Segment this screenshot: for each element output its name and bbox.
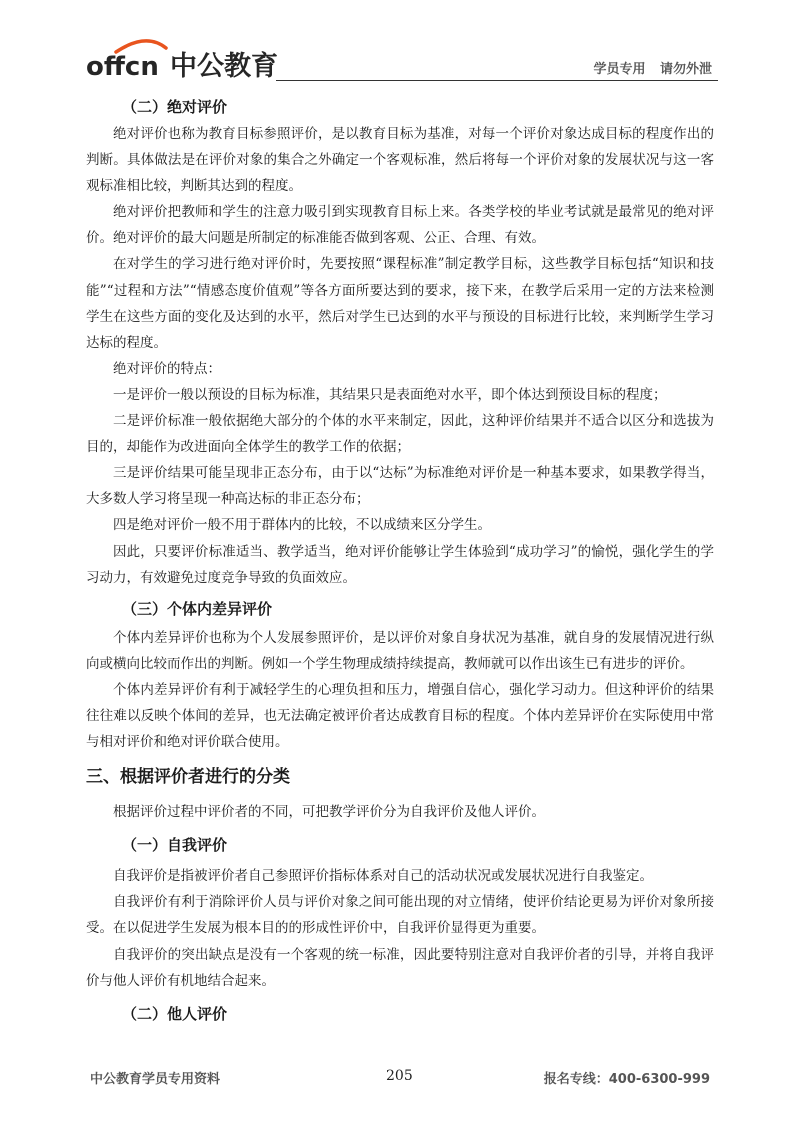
section-heading-individual: （三）个体内差异评价 bbox=[122, 599, 273, 618]
paragraph: 根据评价过程中评价者的不同，可把教学评价分为自我评价及他人评价。 bbox=[113, 804, 545, 821]
paragraph: 绝对评价的特点： bbox=[113, 360, 221, 377]
offcn-logo-mark bbox=[86, 38, 170, 82]
section-heading-self: （一）自我评价 bbox=[122, 836, 228, 855]
paragraph: 三是评价结果可能呈现非正态分布，由于以“达标”为标准绝对评价是一种基本要求，如果教学得当，大多数人学习将呈现一种高达标的非正态分布； bbox=[86, 465, 714, 508]
offcn-logo bbox=[86, 38, 276, 82]
paragraph: 四是绝对评价一般不用于群体内的比较，不以成绩来区分学生。 bbox=[113, 517, 491, 534]
page-body bbox=[86, 93, 714, 1032]
paragraph: 个体内差异评价有利于减轻学生的心理负担和压力，增强自信心，强化学习动力。但这种评价的结果往往难以反映个体间的差异，也无法确定被评价者达成教育目标的程度。个体内差异评价在实际使用中常与相对评价和绝对评价联合使用。 bbox=[86, 681, 714, 751]
section-heading-others: （二）他人评价 bbox=[122, 1004, 228, 1023]
paragraph: 个体内差异评价也称为个人发展参照评价，是以评价对象自身状况为基准，就自身的发展情况进行纵向或横向比较而作出的判断。例如一个学生物理成绩持续提高，教师就可以作出该生已有进步的评价。 bbox=[86, 629, 714, 672]
page-footer bbox=[0, 1064, 800, 1094]
page-header bbox=[0, 0, 800, 90]
paragraph: 二是评价标准一般依据绝大部分的个体的水平来制定，因此，这种评价结果并不适合以区分和选拔为目的，却能作为改进面向全体学生的教学工作的依据； bbox=[86, 413, 714, 456]
paragraph: 因此，只要评价标准适当、教学适当，绝对评价能够让学生体验到“成功学习”的愉悦，强化学生的学习动力，有效避免过度竞争导致的负面效应。 bbox=[86, 543, 714, 586]
section-heading-absolute: （二）绝对评价 bbox=[122, 98, 228, 116]
logo-chinese-text: 中公教育 bbox=[170, 51, 278, 82]
confidential-tag: 请勿外泄 bbox=[659, 62, 712, 77]
paragraph: 自我评价的突出缺点是没有一个客观的统一标准，因此要特别注意对自我评价者的引导，并将自我评价与他人评价有机地结合起来。 bbox=[86, 946, 714, 989]
page-number: 205 bbox=[386, 1068, 413, 1084]
chapter-heading-by-evaluator: 三、根据评价者进行的分类 bbox=[86, 767, 290, 788]
paragraph: 自我评价是指被评价者自己参照评价指标体系对自己的活动状况或发展状况进行自我鉴定。 bbox=[113, 868, 653, 885]
header-tags bbox=[593, 58, 712, 77]
footer-material-label: 中公教育学员专用资料 bbox=[90, 1072, 221, 1087]
paragraph: 在对学生的学习进行绝对评价时，先要按照“课程标准”制定教学目标，这些教学目标包括“知识和技能”“过程和方法”“情感态度价值观”等各方面所要达到的要求，接下来，在教学后采用一定的方法来检测学生在这些方面的变化及达到的水平，然后对学生已达到的水平与预设的目标进行比较，来判断学生学习达标的程度。 bbox=[86, 256, 714, 351]
header-rule bbox=[276, 80, 718, 81]
paragraph: 绝对评价也称为教育目标参照评价，是以教育目标为基准，对每一个评价对象达成目标的程度作出的判断。具体做法是在评价对象的集合之外确定一个客观标准，然后将每一个评价对象的发展状况与这一客观标准相比较，判断其达到的程度。 bbox=[86, 126, 714, 195]
footer-hotline: 报名专线：400-6300-999 bbox=[543, 1072, 710, 1087]
student-only-tag: 学员专用 bbox=[593, 62, 646, 77]
paragraph: 一是评价一般以预设的目标为标准，其结果只是表面绝对水平，即个体达到预设目标的程度； bbox=[113, 386, 667, 403]
paragraph: 绝对评价把教师和学生的注意力吸引到实现教育目标上来。各类学校的毕业考试就是最常见的绝对评价。绝对评价的最大问题是所制定的标准能否做到客观、公正、合理、有效。 bbox=[86, 204, 714, 247]
paragraph: 自我评价有利于消除评价人员与评价对象之间可能出现的对立情绪，使评价结论更易为评价对象所接受。在以促进学生发展为根本目的的形成性评价中，自我评价显得更为重要。 bbox=[86, 894, 714, 937]
svg-text:offcn: offcn bbox=[86, 52, 159, 82]
